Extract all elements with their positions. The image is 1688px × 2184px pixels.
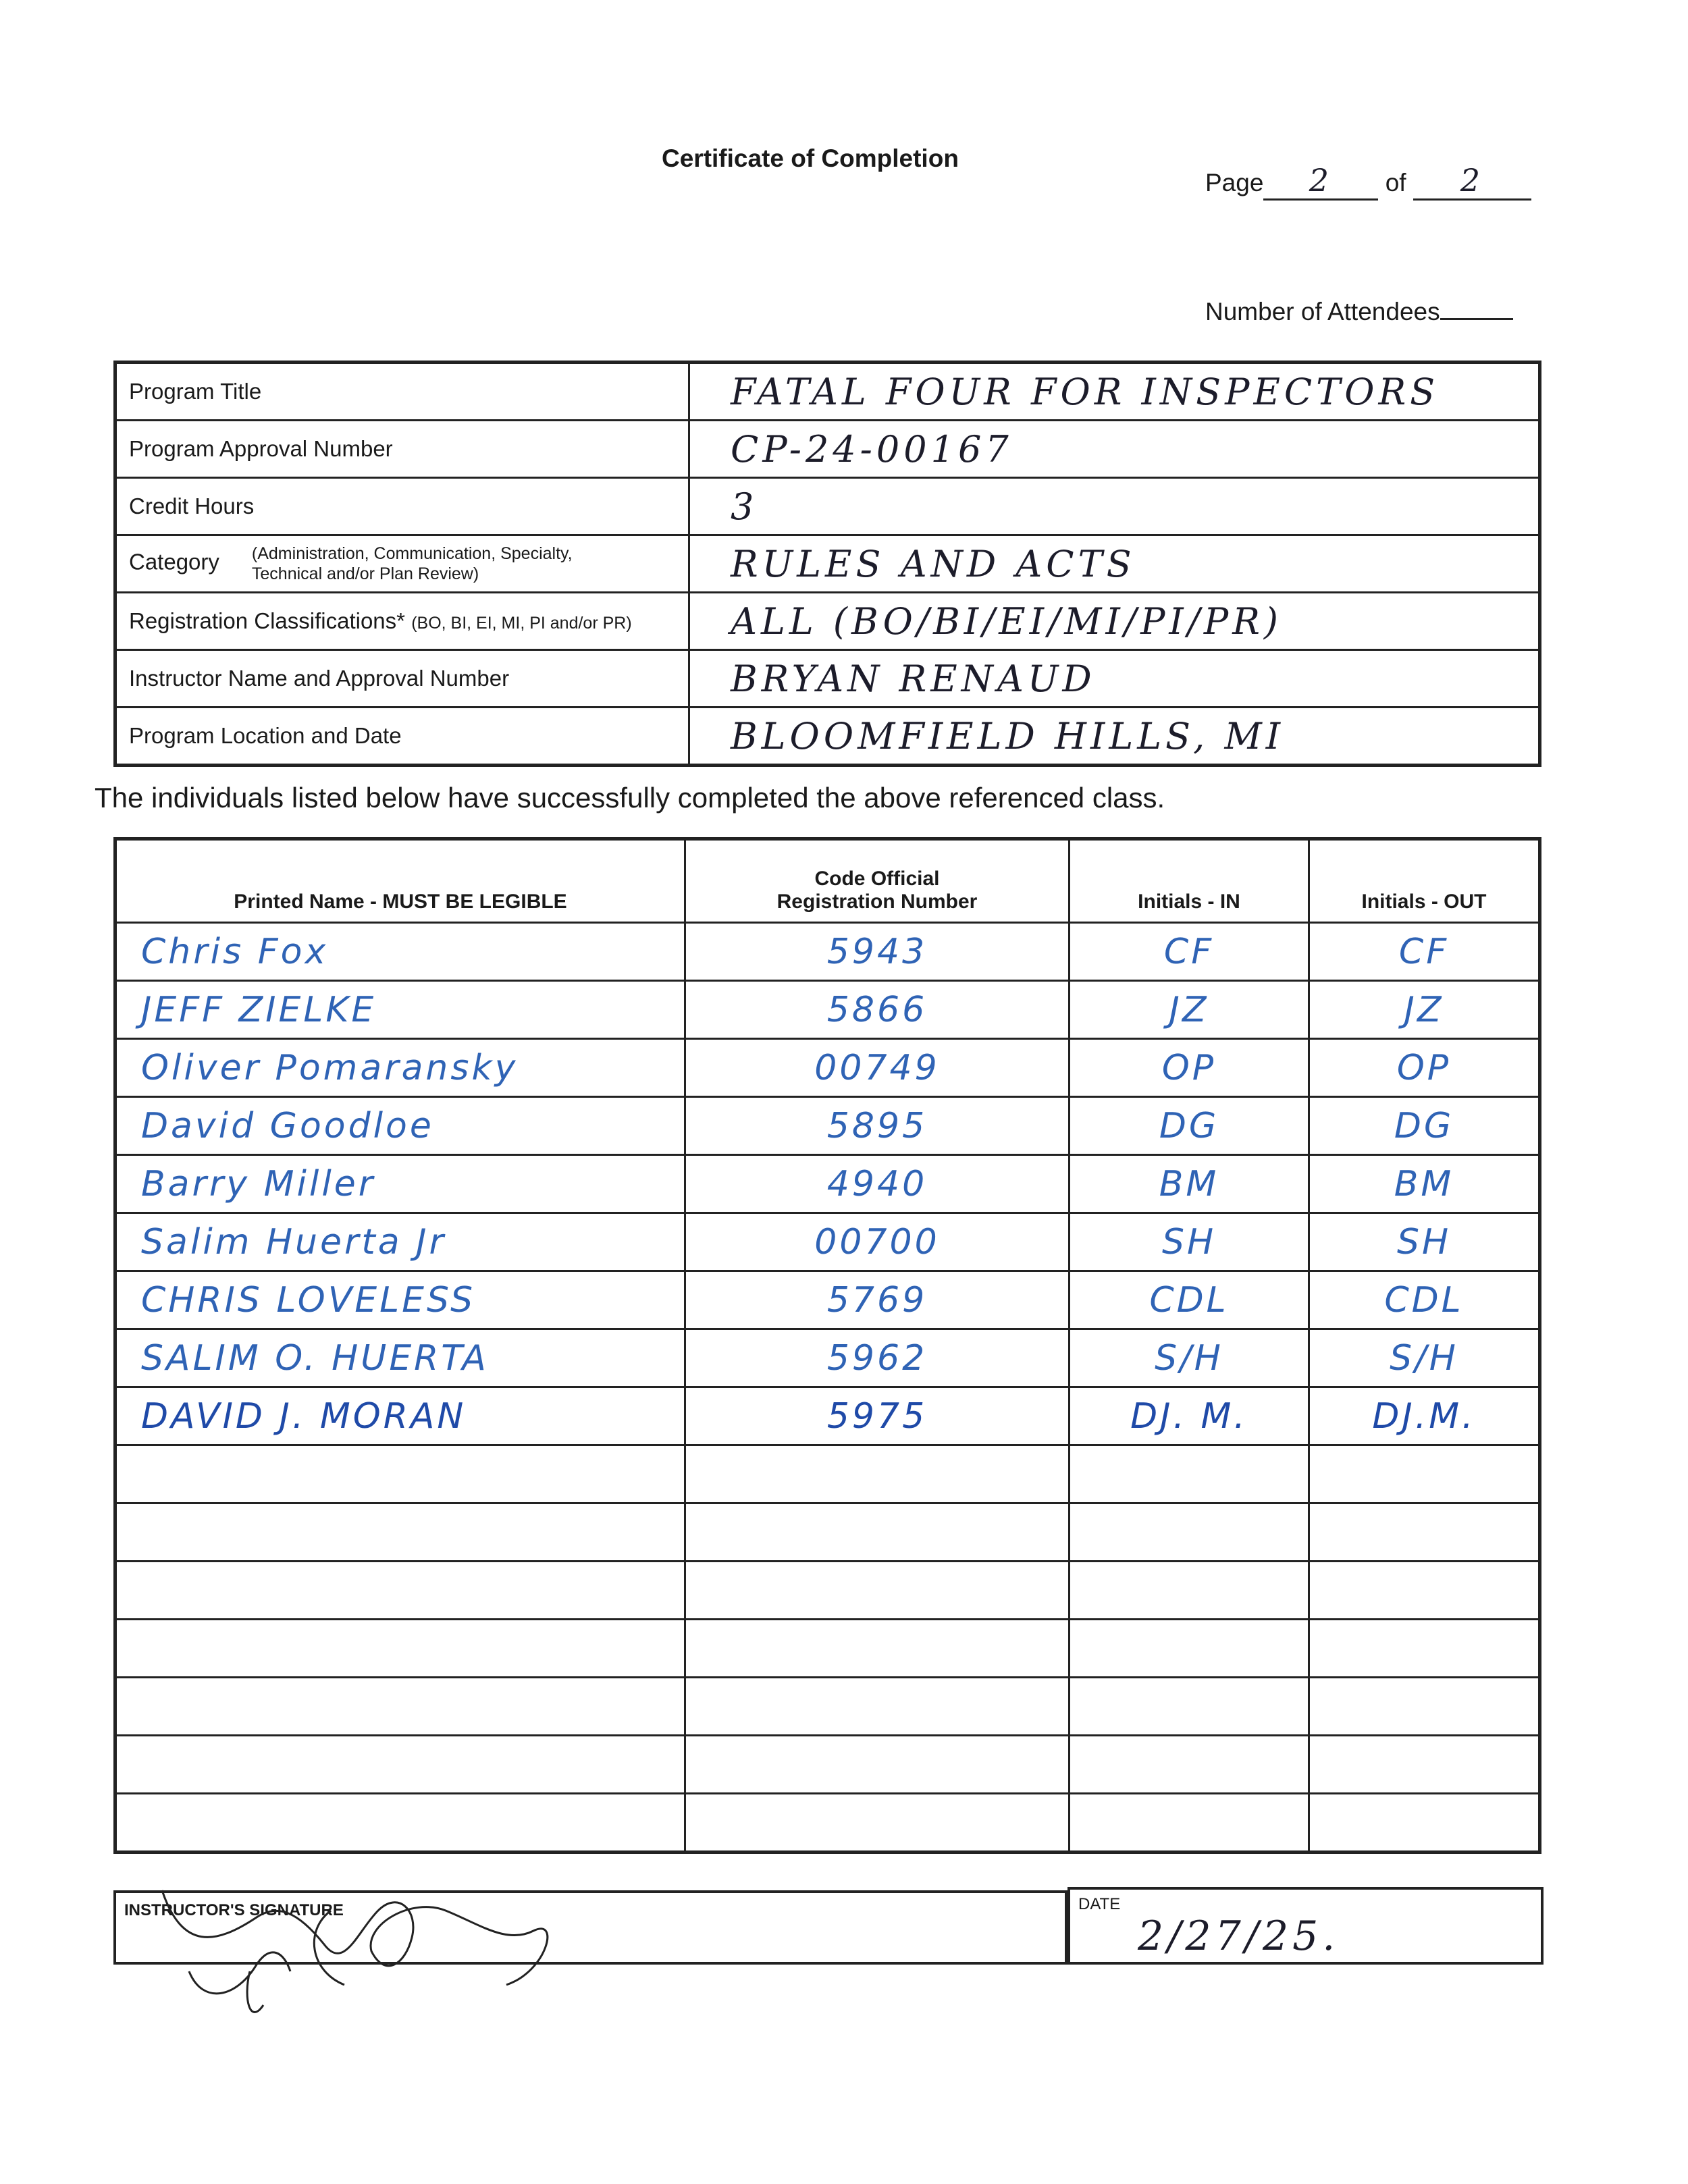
signature-label: INSTRUCTOR'S SIGNATURE (124, 1901, 344, 1919)
initials-out (1309, 1736, 1540, 1794)
initials-out (1309, 1445, 1540, 1503)
attendee-name (115, 1794, 685, 1853)
category-label-cell (115, 535, 689, 593)
initials-out (1309, 1562, 1540, 1620)
table-row (115, 1387, 1540, 1445)
initials-out (1309, 1794, 1540, 1853)
page-indicator (1205, 162, 1531, 201)
initials-out: OP (1309, 1039, 1540, 1097)
attendee-name: JEFF ZIELKE (115, 981, 685, 1039)
registration-number: 4940 (685, 1155, 1070, 1213)
attendee-count-label: Number of Attendees (1205, 298, 1440, 325)
table-row (115, 1620, 1540, 1678)
instructor-value: BRYAN RENAUD (689, 650, 1540, 708)
registration-number (685, 1503, 1070, 1562)
initials-out (1309, 1503, 1540, 1562)
registration-number (685, 1736, 1070, 1794)
initials-in: CDL (1070, 1271, 1309, 1329)
registration-class-label-cell (115, 593, 689, 650)
info-row (115, 650, 1540, 708)
initials-in (1070, 1678, 1309, 1736)
completion-statement: The individuals listed below have successfully completed the above referenced class. (95, 782, 1165, 814)
registration-number: 00700 (685, 1213, 1070, 1271)
initials-out: JZ (1309, 981, 1540, 1039)
attendee-name (115, 1562, 685, 1620)
registration-number: 5943 (685, 923, 1070, 981)
date-box (1067, 1887, 1544, 1965)
info-row (115, 363, 1540, 421)
date-value: 2/27/25. (1138, 1913, 1340, 1960)
location-date-value: BLOOMFIELD HILLS, MI (689, 708, 1540, 766)
name-header-rest: - MUST BE LEGIBLE (364, 890, 567, 913)
attendee-count-blank (1440, 298, 1513, 320)
initials-in (1070, 1503, 1309, 1562)
initials-in: CF (1070, 923, 1309, 981)
initials-in: SH (1070, 1213, 1309, 1271)
table-row (115, 1736, 1540, 1794)
initials-out (1309, 1678, 1540, 1736)
approval-number-label: Program Approval Number (115, 421, 689, 478)
info-row (115, 535, 1540, 593)
attendee-header-row (115, 839, 1540, 923)
attendee-count (1205, 298, 1513, 326)
category-value: RULES AND ACTS (689, 535, 1540, 593)
instructor-signature-icon (128, 1870, 587, 2025)
attendee-name: David Goodloe (115, 1097, 685, 1155)
registration-number (685, 1620, 1070, 1678)
attendee-name (115, 1678, 685, 1736)
initials-in: DJ. M. (1070, 1387, 1309, 1445)
initials-out-header: Initials - OUT (1309, 839, 1540, 923)
initials-out: CF (1309, 923, 1540, 981)
registration-number (685, 1562, 1070, 1620)
registration-number: 5895 (685, 1097, 1070, 1155)
registration-number: 00749 (685, 1039, 1070, 1097)
reg-header-line2: Registration Number (776, 890, 978, 913)
table-row (115, 1039, 1540, 1097)
registration-column-header (685, 839, 1070, 923)
attendee-name: Chris Fox (115, 923, 685, 981)
info-row (115, 708, 1540, 766)
attendee-name (115, 1445, 685, 1503)
table-row (115, 1445, 1540, 1503)
table-row (115, 1271, 1540, 1329)
attendee-rows (115, 923, 1540, 1853)
category-note: (Administration, Communication, Specialty, Technical and/or Plan Review) (251, 544, 573, 583)
initials-out: BM (1309, 1155, 1540, 1213)
program-info-table (113, 361, 1541, 767)
attendee-name (115, 1620, 685, 1678)
table-row (115, 1503, 1540, 1562)
initials-out: DG (1309, 1097, 1540, 1155)
initials-out: DJ.M. (1309, 1387, 1540, 1445)
initials-in (1070, 1562, 1309, 1620)
of-label: of (1385, 169, 1406, 196)
attendee-name (115, 1503, 685, 1562)
registration-class-note: (BO, BI, EI, MI, PI and/or PR) (411, 614, 632, 633)
name-column-header (115, 839, 685, 923)
document-title: Certificate of Completion (662, 144, 959, 172)
program-title-label: Program Title (115, 363, 689, 421)
registration-number (685, 1678, 1070, 1736)
table-row (115, 981, 1540, 1039)
initials-in (1070, 1794, 1309, 1853)
page-current: 2 (1263, 162, 1378, 201)
registration-number (685, 1794, 1070, 1853)
table-row (115, 1097, 1540, 1155)
registration-number: 5866 (685, 981, 1070, 1039)
initials-in: S/H (1070, 1329, 1309, 1387)
attendee-name: Salim Huerta Jr (115, 1213, 685, 1271)
attendee-name (115, 1736, 685, 1794)
initials-in: DG (1070, 1097, 1309, 1155)
attendee-name: CHRIS LOVELESS (115, 1271, 685, 1329)
table-row (115, 1213, 1540, 1271)
initials-in: JZ (1070, 981, 1309, 1039)
category-label: Category (129, 549, 219, 575)
attendee-table (113, 837, 1541, 1854)
initials-in-header: Initials - IN (1070, 839, 1309, 923)
attendee-name: SALIM O. HUERTA (115, 1329, 685, 1387)
attendee-name: Oliver Pomaransky (115, 1039, 685, 1097)
initials-out (1309, 1620, 1540, 1678)
program-title-value: FATAL FOUR FOR INSPECTORS (689, 363, 1540, 421)
reg-header-line1: Code Official (814, 868, 940, 890)
info-row (115, 421, 1540, 478)
table-row (115, 1794, 1540, 1853)
registration-class-label: Registration Classifications* (129, 608, 406, 633)
registration-number (685, 1445, 1070, 1503)
initials-out: SH (1309, 1213, 1540, 1271)
table-row (115, 1678, 1540, 1736)
table-row (115, 1562, 1540, 1620)
initials-out: S/H (1309, 1329, 1540, 1387)
initials-in (1070, 1620, 1309, 1678)
approval-number-value: CP-24-00167 (689, 421, 1540, 478)
table-row (115, 923, 1540, 981)
attendee-name: Barry Miller (115, 1155, 685, 1213)
page-total: 2 (1413, 162, 1531, 201)
registration-class-value: ALL (BO/BI/EI/MI/PI/PR) (689, 593, 1540, 650)
registration-number: 5962 (685, 1329, 1070, 1387)
instructor-label: Instructor Name and Approval Number (115, 650, 689, 708)
initials-in (1070, 1736, 1309, 1794)
info-row (115, 593, 1540, 650)
credit-hours-value: 3 (689, 478, 1540, 535)
date-label: DATE (1078, 1895, 1121, 1913)
name-header-bold: Printed Name (234, 890, 365, 913)
registration-number: 5769 (685, 1271, 1070, 1329)
initials-in (1070, 1445, 1309, 1503)
table-row (115, 1329, 1540, 1387)
table-row (115, 1155, 1540, 1213)
registration-number: 5975 (685, 1387, 1070, 1445)
location-date-label: Program Location and Date (115, 708, 689, 766)
credit-hours-label: Credit Hours (115, 478, 689, 535)
initials-in: OP (1070, 1039, 1309, 1097)
page-label: Page (1205, 169, 1264, 196)
initials-in: BM (1070, 1155, 1309, 1213)
attendee-name: DAVID J. MORAN (115, 1387, 685, 1445)
initials-out: CDL (1309, 1271, 1540, 1329)
info-row (115, 478, 1540, 535)
